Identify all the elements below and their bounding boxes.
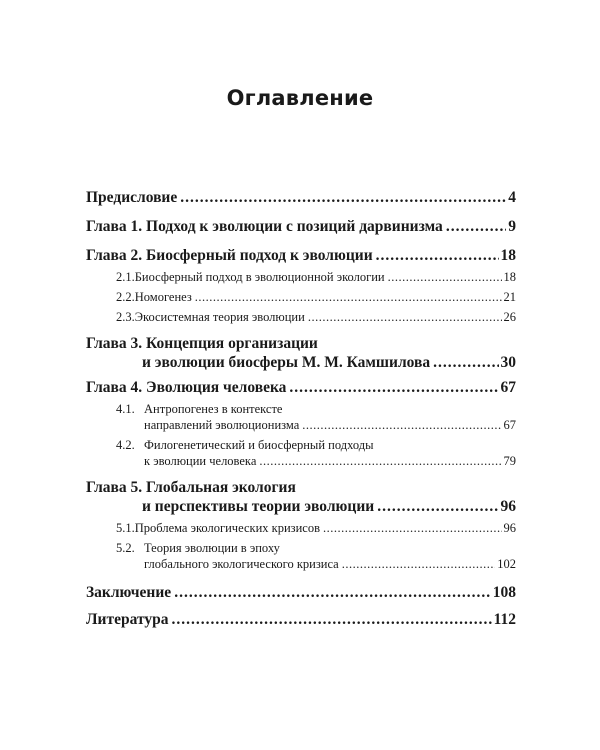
toc-entry-title: Литература [86, 611, 169, 628]
toc-section-number: 5.1. [116, 521, 135, 535]
dot-leader [302, 419, 501, 432]
toc-entry-title: Глава 1. Подход к эволюции с позиций дарвинизма [86, 218, 443, 235]
toc-page-number: 4 [508, 189, 516, 206]
toc-entry-title: Биосферный подход в эволюционной экологии [134, 270, 385, 284]
toc-entry-title: и перспективы теории эволюции [142, 498, 375, 515]
toc-entry-title: и эволюции биосферы М. М. Камшилова [142, 354, 431, 371]
dot-leader [195, 291, 502, 304]
toc-entry-chapter-1[interactable] [86, 219, 516, 235]
toc-entry-section-2-1[interactable] [116, 271, 516, 284]
dot-leader [289, 380, 498, 396]
toc-page-number: 96 [503, 521, 516, 535]
toc-entry-title: Теория эволюции в эпоху [144, 541, 280, 555]
dot-leader [259, 455, 501, 468]
toc-entry-chapter-3-line-1[interactable]: Глава 3. Концепция организации [86, 335, 318, 352]
dot-leader [174, 585, 491, 601]
toc-entry-section-2-3[interactable] [116, 311, 516, 324]
toc-entry-chapter-3[interactable] [142, 355, 516, 371]
toc-page-number: 108 [492, 584, 516, 601]
toc-entry-chapter-2[interactable] [86, 248, 516, 264]
page-title: Оглавление [226, 86, 374, 110]
toc-entry-preface[interactable] [86, 190, 516, 206]
dot-leader [323, 522, 502, 535]
toc-entry-title: Глава 2. Биосферный подход к эволюции [86, 247, 373, 264]
toc-page-number: 9 [508, 218, 516, 235]
toc-page-number: 96 [500, 498, 516, 515]
toc-entry-title: к эволюции человека [144, 454, 257, 468]
toc-entry-title: Филогенетический и биосферный подходы [144, 438, 374, 452]
toc-entry-title: Глава 4. Эволюция человека [86, 379, 287, 396]
toc-entry-section-2-2[interactable] [116, 291, 516, 304]
toc-page-number: 112 [493, 611, 516, 628]
toc-page-number: 102 [497, 557, 516, 571]
toc-entry-chapter-5-line-1[interactable]: Глава 5. Глобальная экология [86, 479, 296, 496]
toc-entry-section-4-2-line-1[interactable] [116, 439, 374, 452]
toc-section-number: 2.1. [116, 270, 135, 284]
dot-leader [376, 248, 499, 264]
toc-entry-title: Заключение [86, 584, 172, 601]
toc-page-number: 67 [500, 379, 516, 396]
toc-page-number: 26 [503, 310, 516, 324]
dot-leader [171, 612, 491, 628]
toc-page-number: 79 [503, 454, 516, 468]
toc-entry-title: Проблема экологических кризисов [134, 521, 320, 535]
toc-entry-section-4-2[interactable] [144, 455, 516, 468]
toc-entry-title: Антропогенез в контексте [144, 402, 283, 416]
toc-entry-title: направлений эволюционизма [144, 418, 300, 432]
dot-leader [342, 558, 496, 571]
toc-entry-section-4-1-line-1[interactable] [116, 403, 282, 416]
toc-entry-chapter-5[interactable] [142, 499, 516, 515]
toc-entry-section-4-1[interactable] [144, 419, 516, 432]
toc-entry-title: Номогенез [134, 290, 192, 304]
toc-entry-section-5-2[interactable] [144, 558, 516, 571]
toc-section-number: 4.1. [116, 402, 135, 416]
toc-entry-chapter-4[interactable] [86, 380, 516, 396]
dot-leader [433, 355, 498, 371]
toc-entry-title: глобального экологического кризиса [144, 557, 339, 571]
toc-entry-literature[interactable] [86, 612, 516, 628]
dot-leader [388, 271, 502, 284]
dot-leader [308, 311, 502, 324]
toc-section-number: 2.2. [116, 290, 135, 304]
toc-entry-conclusion[interactable] [86, 585, 516, 601]
toc-section-number: 2.3. [116, 310, 135, 324]
toc-page-number: 30 [500, 354, 516, 371]
toc-section-number: 5.2. [116, 541, 135, 555]
dot-leader [446, 219, 506, 235]
toc-entry-section-5-1[interactable] [116, 522, 516, 535]
dot-leader [180, 190, 506, 206]
toc-page-number: 21 [503, 290, 516, 304]
toc-entry-title: Предисловие [86, 189, 178, 206]
toc-page-number: 18 [500, 247, 516, 264]
toc-entry-section-5-2-line-1[interactable] [116, 542, 280, 555]
toc-section-number: 4.2. [116, 438, 135, 452]
toc-page-number: 67 [503, 418, 516, 432]
dot-leader [377, 499, 498, 515]
toc-entry-title: Экосистемная теория эволюции [134, 310, 305, 324]
toc-page-number: 18 [503, 270, 516, 284]
